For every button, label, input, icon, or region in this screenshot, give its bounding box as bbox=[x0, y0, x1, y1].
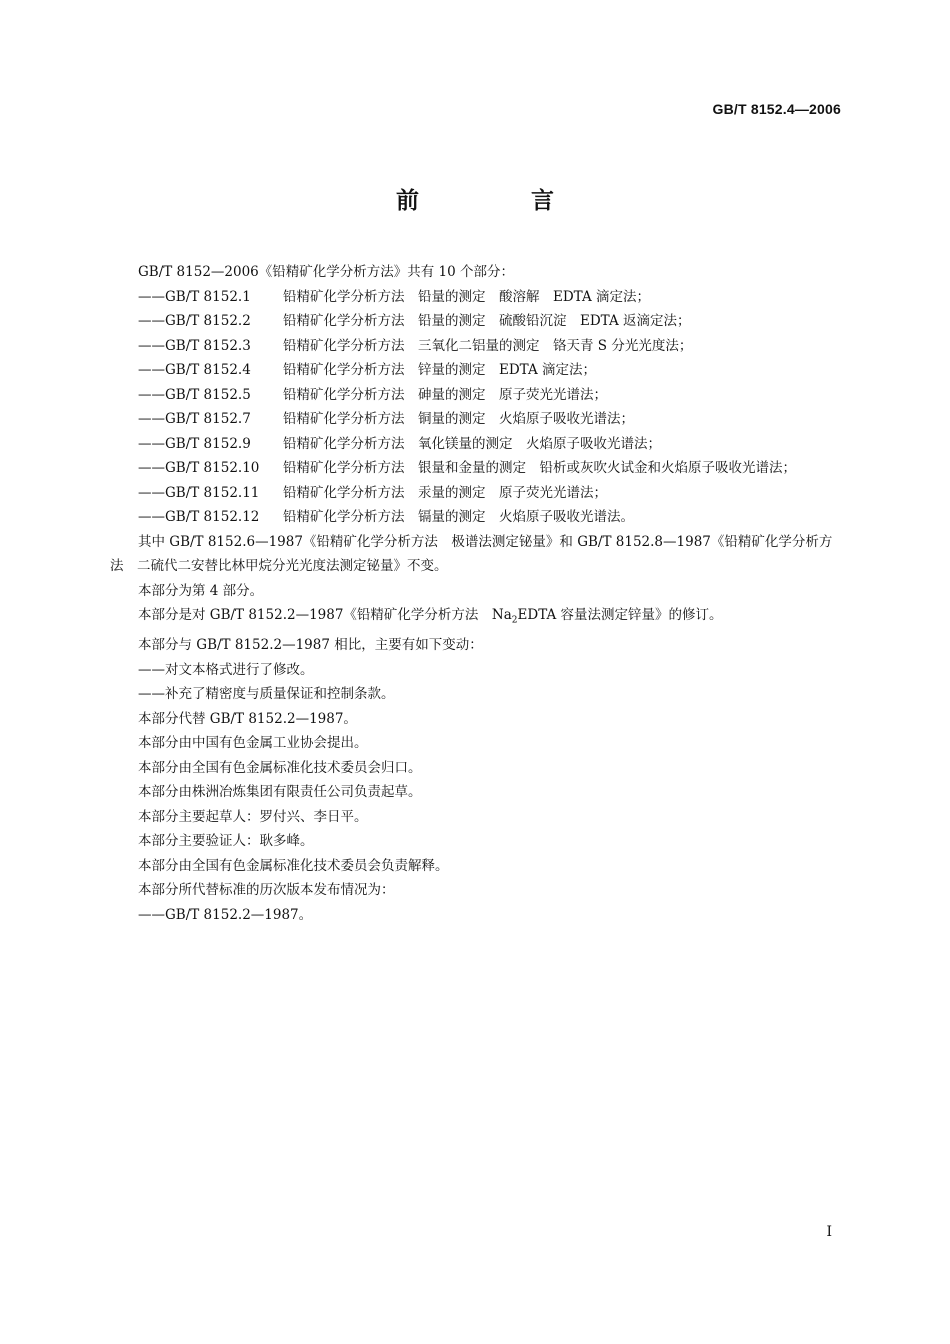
part-list-item bbox=[110, 432, 843, 457]
part-dash: —— bbox=[138, 435, 165, 452]
revision-subscript: 2 bbox=[511, 615, 518, 626]
part-text: 铅精矿化学分析方法 银量和金量的测定 铅析或灰吹火试金和火焰原子吸收光谱法； bbox=[283, 460, 796, 476]
part-dash: —— bbox=[138, 509, 165, 525]
revision-text bbox=[110, 603, 843, 633]
part-dash: —— bbox=[138, 313, 165, 329]
part-list-item bbox=[110, 481, 843, 506]
statement: 本部分主要起草人：罗付兴、李日平。 bbox=[138, 808, 368, 825]
page-number: I bbox=[826, 1224, 832, 1240]
part-list-item bbox=[110, 456, 843, 481]
part-code: GB/T 8152.7 bbox=[165, 411, 251, 427]
part-list-item bbox=[110, 285, 843, 310]
part-code: GB/T 8152.4 bbox=[165, 362, 251, 378]
part-code: GB/T 8152.9 bbox=[165, 435, 251, 452]
part-dash: —— bbox=[138, 411, 165, 427]
part-dash: —— bbox=[138, 484, 165, 501]
part-dash: —— bbox=[138, 386, 165, 403]
part-text: 铅精矿化学分析方法 砷量的测定 原子荧光光谱法； bbox=[283, 386, 607, 403]
page-title: 前 言 bbox=[395, 188, 606, 214]
part-code: GB/T 8152.1 bbox=[165, 288, 251, 305]
part-dash: —— bbox=[138, 362, 165, 378]
statement: 本部分由中国有色金属工业协会提出。 bbox=[138, 735, 368, 752]
document-body bbox=[110, 260, 843, 927]
part-list-item bbox=[110, 407, 843, 432]
statement: 本部分主要验证人：耿多峰。 bbox=[138, 833, 314, 850]
statement: 本部分代替 GB/T 8152.2—1987。 bbox=[138, 710, 357, 727]
part-text: 铅精矿化学分析方法 汞量的测定 原子荧光光谱法； bbox=[283, 484, 607, 501]
changes-intro: 本部分与 GB/T 8152.2—1987 相比，主要有如下变动： bbox=[138, 637, 483, 654]
part-list-item bbox=[110, 358, 843, 383]
part-code: GB/T 8152.5 bbox=[165, 386, 251, 403]
part-code: GB/T 8152.10 bbox=[165, 460, 260, 476]
unchanged-note: 其中 GB/T 8152.6—1987《铅精矿化学分析方法 极谱法测定铋量》和 GB/T 8152.8—1987《铅精矿化学分析方法 二硫代二安替比林甲烷分光光度法测定铋量》不变。 bbox=[110, 533, 833, 574]
change-item: ——对文本格式进行了修改。 bbox=[138, 661, 314, 678]
intro-text: GB/T 8152—2006《铅精矿化学分析方法》共有 10 个部分： bbox=[138, 264, 515, 280]
part-code: GB/T 8152.3 bbox=[165, 337, 251, 354]
part-dash: —— bbox=[138, 460, 165, 476]
history-item: ——GB/T 8152.2—1987。 bbox=[138, 906, 313, 923]
part-list-item bbox=[110, 505, 843, 530]
part-code: GB/T 8152.12 bbox=[165, 509, 260, 525]
part-number-text: 本部分为第 4 部分。 bbox=[138, 582, 264, 599]
part-list-item bbox=[110, 334, 843, 359]
part-text: 铅精矿化学分析方法 镉量的测定 火焰原子吸收光谱法。 bbox=[283, 509, 634, 525]
part-dash: —— bbox=[138, 288, 165, 305]
part-text: 铅精矿化学分析方法 三氧化二铝量的测定 铬天青 S 分光光度法； bbox=[283, 337, 693, 354]
statement: 本部分由株洲冶炼集团有限责任公司负责起草。 bbox=[138, 784, 422, 801]
part-text: 铅精矿化学分析方法 氧化镁量的测定 火焰原子吸收光谱法； bbox=[283, 435, 661, 452]
statement: 本部分所代替标准的历次版本发布情况为： bbox=[138, 882, 395, 899]
part-text: 铅精矿化学分析方法 铅量的测定 硫酸铅沉淀 EDTA 返滴定法； bbox=[283, 313, 691, 329]
parts-list bbox=[110, 285, 843, 530]
revision-prefix: 本部分是对 GB/T 8152.2—1987《铅精矿化学分析方法 Na bbox=[138, 607, 512, 623]
part-text: 铅精矿化学分析方法 锌量的测定 EDTA 滴定法； bbox=[283, 362, 596, 378]
part-dash: —— bbox=[138, 337, 165, 354]
part-code: GB/T 8152.11 bbox=[165, 484, 260, 501]
part-text: 铅精矿化学分析方法 铜量的测定 火焰原子吸收光谱法； bbox=[283, 411, 634, 427]
part-code: GB/T 8152.2 bbox=[165, 313, 251, 329]
change-item: ——补充了精密度与质量保证和控制条款。 bbox=[138, 686, 395, 703]
revision-suffix: EDTA 容量法测定锌量》的修订。 bbox=[517, 607, 723, 623]
standard-code: GB/T 8152.4—2006 bbox=[712, 101, 841, 117]
part-list-item bbox=[110, 383, 843, 408]
part-list-item bbox=[110, 309, 843, 334]
statement: 本部分由全国有色金属标准化技术委员会归口。 bbox=[138, 759, 422, 776]
part-text: 铅精矿化学分析方法 铅量的测定 酸溶解 EDTA 滴定法； bbox=[283, 288, 650, 305]
statement: 本部分由全国有色金属标准化技术委员会负责解释。 bbox=[138, 857, 449, 874]
